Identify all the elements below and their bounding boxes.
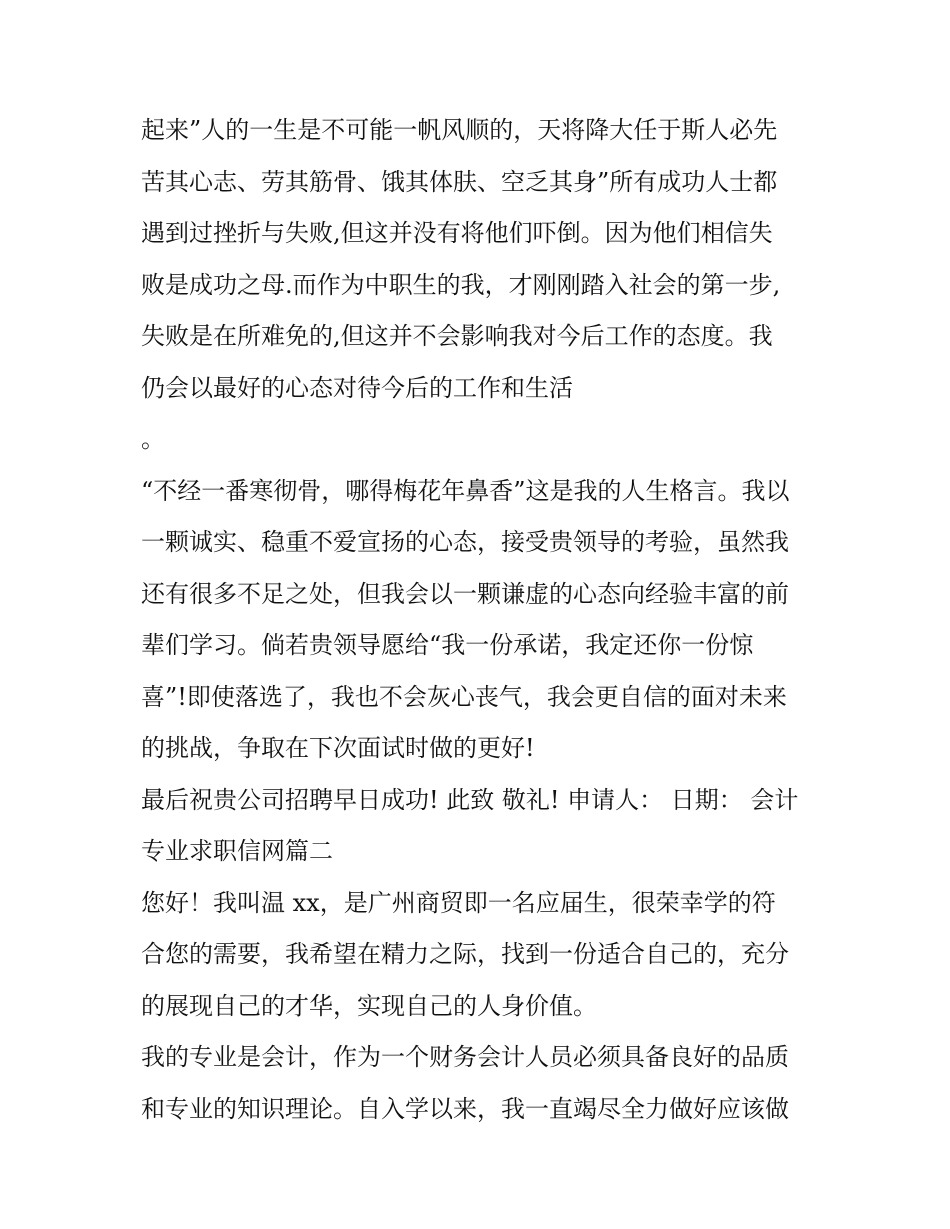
text-line: 的挑战，争取在下次面试时做的更好! [141, 734, 535, 762]
text-line: 专业求职信网篇二 [141, 837, 333, 865]
text-line: 苦其心志、劳其筋骨、饿其体肤、空乏其身”所有成功人士都 [141, 167, 778, 196]
text-line: 还有很多不足之处，但我会以一颗谦虚的心态向经验丰富的前 [141, 579, 789, 608]
text-line: 您好！我叫温 xx，是广州商贸即一名应届生，很荣幸学的符 [141, 888, 776, 917]
text-line: 喜”!即使落选了，我也不会灰心丧气，我会更自信的面对未来 [141, 682, 787, 711]
text-line: 一颗诚实、稳重不爱宣扬的心态，接受贵领导的考验，虽然我 [141, 528, 789, 556]
document-body [141, 110, 821, 1140]
text-line: 败是成功之母.而作为中职生的我，才刚刚踏入社会的第一步, [141, 270, 781, 299]
text-line: 合您的需要，我希望在精力之际，找到一份适合自己的，充分 [141, 940, 789, 968]
text-line: “不经一番寒彻骨，哪得梅花年鼻香”这是我的人生格言。我以 [141, 476, 790, 505]
text-line: 仍会以最好的心态对待今后的工作和生活 [141, 373, 573, 402]
text-line: 起来”人的一生是不可能一帆风顺的，天将降大任于斯人必先 [141, 116, 778, 144]
text-line: 。 [141, 425, 165, 453]
text-line: 最后祝贵公司招聘早日成功! 此致 敬礼! 申请人： 日期： 会计 [141, 785, 799, 814]
text-line: 失败是在所难免的,但这并不会影响我对今后工作的态度。我 [141, 322, 773, 350]
text-line: 的展现自己的才华，实现自己的人身价值。 [141, 991, 597, 1020]
text-line: 遇到过挫折与失败,但这并没有将他们吓倒。因为他们相信失 [141, 219, 773, 247]
text-line: 辈们学习。倘若贵领导愿给“我一份承诺，我定还你一份惊 [141, 631, 754, 659]
text-line: 和专业的知识理论。自入学以来，我一直竭尽全力做好应该做 [141, 1094, 789, 1123]
text-line: 我的专业是会计，作为一个财务会计人员必须具备良好的品质 [141, 1043, 789, 1071]
